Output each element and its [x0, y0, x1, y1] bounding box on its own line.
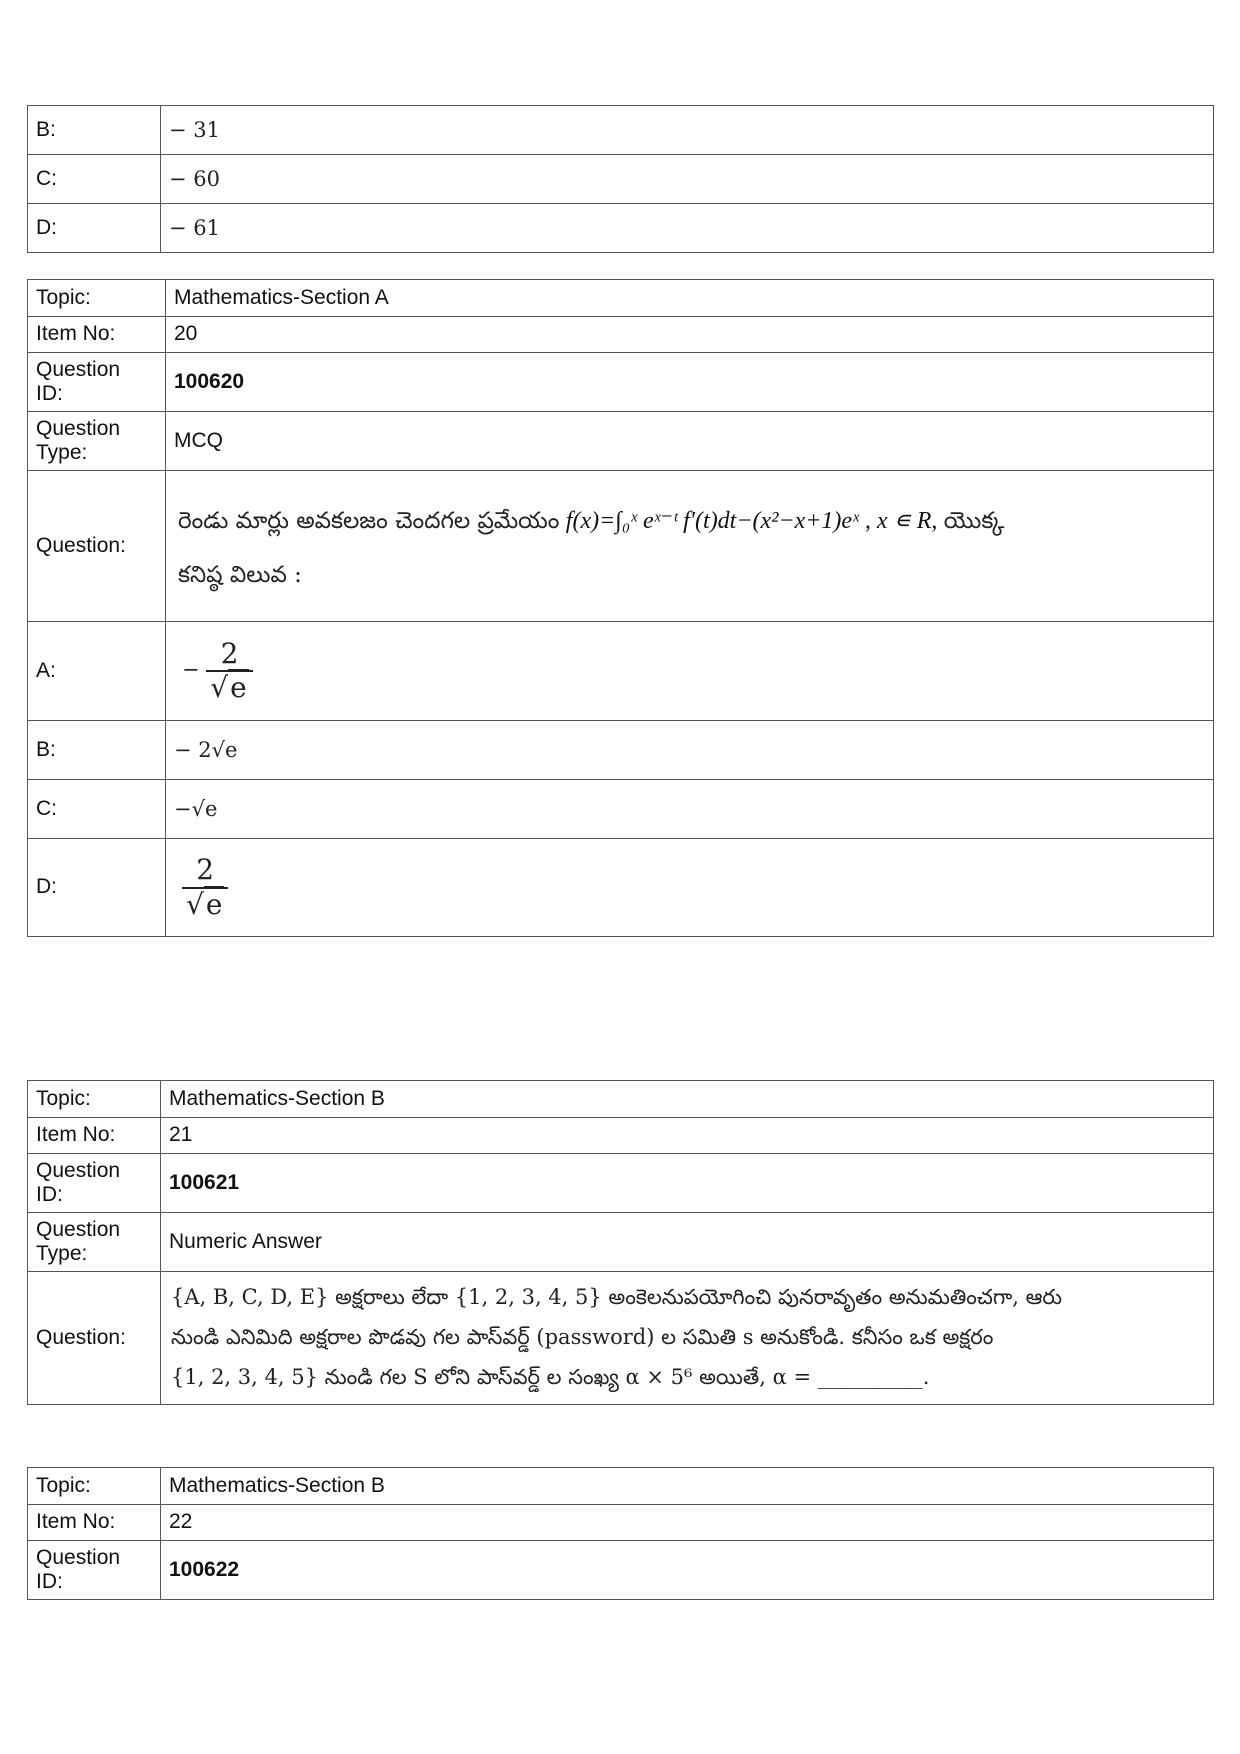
topic-row [28, 280, 1214, 317]
option-value: − 31 [161, 106, 1214, 155]
topic-value: Mathematics-Section B [161, 1081, 1214, 1118]
question-id-value: 100620 [166, 353, 1214, 412]
topic-value: Mathematics-Section A [166, 280, 1214, 317]
option-value: − 61 [161, 204, 1214, 253]
option-row-b [28, 106, 1214, 155]
question-text-part-1: రెండు మార్లు అవకలజం చెందగల ప్రమేయం [178, 507, 560, 534]
denominator: √e [206, 670, 252, 704]
question-id-value: 100622 [161, 1541, 1214, 1600]
question-type-label: Question Type: [28, 1213, 161, 1272]
option-row-c [28, 780, 1214, 839]
numerator: 2 [220, 636, 239, 670]
question-line-1: {A, B, C, D, E} అక్షరాలు లేదా {1, 2, 3, 4, 5} అంకెలనుపయోగించి పునరావృతం అనుమతించగా, ఆరు [171, 1285, 1063, 1309]
option-label: D: [28, 204, 161, 253]
question-type-row [28, 412, 1214, 471]
option-label: D: [28, 839, 166, 937]
option-row-d [28, 839, 1214, 937]
question-formula: f(x)=∫₀ˣ eˣ⁻ᵗ f′(t)dt−(x²−x+1)eˣ , x ∊ R, [565, 507, 938, 534]
question-row [28, 471, 1214, 622]
option-label: C: [28, 780, 166, 839]
option-label: C: [28, 155, 161, 204]
fraction [206, 638, 252, 704]
question-21-table [27, 1080, 1214, 1405]
minus-sign: − [182, 657, 200, 682]
option-value-c: −√e [166, 780, 1214, 839]
question-type-row [28, 1213, 1214, 1272]
item-no-label: Item No: [28, 317, 166, 353]
option-value-d [166, 839, 1214, 937]
question-text [161, 1272, 1214, 1405]
option-value-a [166, 622, 1214, 721]
question-text-part-2: యొక్క [943, 507, 1005, 534]
question-line-3: {1, 2, 3, 4, 5} నుండి గల S లోని పాస్‌వర్డ్ ల సంఖ్య α × 5⁶ అయితే, α = __________. [171, 1364, 930, 1389]
item-no-value: 20 [166, 317, 1214, 353]
question-line-2: నుండి ఎనిమిది అక్షరాల పొడవు గల పాస్‌వర్డ్ (password) ల సమితి s అనుకోండి. కనీసం ఒక అక్షరం [171, 1324, 994, 1349]
question-id-row [28, 1541, 1214, 1600]
option-row-a [28, 622, 1214, 721]
topic-value: Mathematics-Section B [161, 1468, 1214, 1505]
item-no-value: 22 [161, 1505, 1214, 1541]
item-no-row [28, 1118, 1214, 1154]
question-type-value: Numeric Answer [161, 1213, 1214, 1272]
question-20-table [27, 279, 1214, 937]
option-row-d [28, 204, 1214, 253]
question-type-value: MCQ [166, 412, 1214, 471]
item-no-label: Item No: [28, 1505, 161, 1541]
question-label: Question: [28, 1272, 161, 1405]
option-row-c [28, 155, 1214, 204]
topic-row [28, 1081, 1214, 1118]
question-text [166, 471, 1214, 622]
question-type-label: Question Type: [28, 412, 166, 471]
item-no-value: 21 [161, 1118, 1214, 1154]
question-label: Question: [28, 471, 166, 622]
question-22-table [27, 1467, 1214, 1600]
option-value-b: − 2√e [166, 721, 1214, 780]
topic-row [28, 1468, 1214, 1505]
numerator: 2 [196, 853, 215, 887]
fraction [182, 854, 228, 920]
question-id-label: Question ID: [28, 353, 166, 412]
prev-question-options-table [27, 105, 1214, 253]
denominator: √e [182, 887, 228, 921]
radicand: e [205, 887, 223, 921]
option-row-b [28, 721, 1214, 780]
question-id-value: 100621 [161, 1154, 1214, 1213]
question-text-part-3: కనిష్ఠ విలువ : [178, 561, 302, 588]
question-id-label: Question ID: [28, 1154, 161, 1213]
question-id-row [28, 353, 1214, 412]
item-no-label: Item No: [28, 1118, 161, 1154]
topic-label: Topic: [28, 1081, 161, 1118]
radicand: e [230, 671, 247, 704]
item-no-row [28, 1505, 1214, 1541]
item-no-row [28, 317, 1214, 353]
option-value: − 60 [161, 155, 1214, 204]
option-label: B: [28, 721, 166, 780]
option-label: B: [28, 106, 161, 155]
question-row [28, 1272, 1214, 1405]
topic-label: Topic: [28, 280, 166, 317]
option-label: A: [28, 622, 166, 721]
topic-label: Topic: [28, 1468, 161, 1505]
question-id-label: Question ID: [28, 1541, 161, 1600]
question-id-row [28, 1154, 1214, 1213]
